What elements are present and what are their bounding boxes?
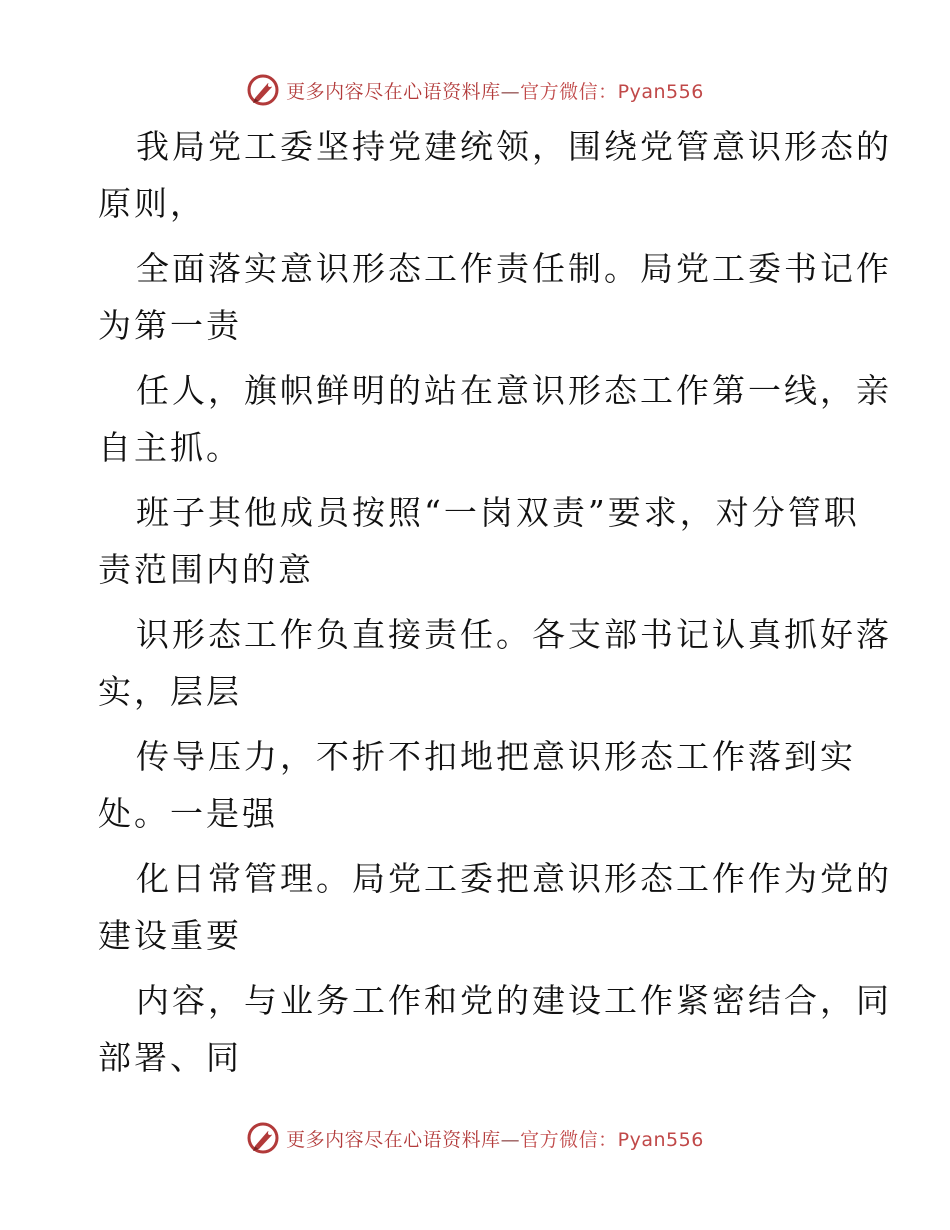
paragraph-line: 自主抓。 — [98, 428, 242, 467]
paragraph-line: 任人，旗帜鲜明的站在意识形态工作第一线，亲 — [136, 371, 892, 410]
header-banner — [0, 70, 950, 110]
pen-logo-icon — [246, 1121, 280, 1155]
paragraph-line: 部署、同 — [98, 1038, 242, 1077]
paragraph-line: 全面落实意识形态工作责任制。局党工委书记作 — [136, 249, 892, 288]
paragraph-line: 化日常管理。局党工委把意识形态工作作为党的 — [136, 859, 892, 898]
banner-text — [286, 77, 704, 104]
paragraph-line: 责范围内的意 — [98, 550, 314, 589]
paragraph-8 — [98, 972, 892, 1086]
paragraph-3 — [98, 362, 892, 476]
paragraph-line: 班子其他成员按照“一岗双责”要求，对分管职 — [136, 493, 860, 532]
paragraph-line: 为第一责 — [98, 306, 242, 345]
paragraph-line: 实，层层 — [98, 672, 242, 711]
banner-site-name: 更多内容尽在心语资料库 — [286, 80, 501, 103]
banner-wechat: 官方微信：Pyan556 — [520, 80, 704, 103]
paragraph-line: 建设重要 — [98, 916, 242, 955]
pen-logo-icon — [246, 73, 280, 107]
paragraph-7 — [98, 850, 892, 964]
paragraph-5 — [98, 606, 892, 720]
paragraph-4 — [98, 484, 858, 598]
banner-separator: — — [500, 80, 521, 103]
paragraph-1 — [98, 118, 892, 232]
document-body — [98, 118, 892, 1094]
paragraph-line: 传导压力，不折不扣地把意识形态工作落到实 — [136, 737, 856, 776]
paragraph-6 — [98, 728, 858, 842]
banner-text — [286, 1125, 704, 1152]
paragraph-line: 识形态工作负直接责任。各支部书记认真抓好落 — [136, 615, 892, 654]
paragraph-line: 我局党工委坚持党建统领，围绕党管意识形态的 — [136, 127, 892, 166]
banner-separator: — — [500, 1128, 521, 1151]
banner-wechat: 官方微信：Pyan556 — [520, 1128, 704, 1151]
paragraph-2 — [98, 240, 892, 354]
paragraph-line: 处。一是强 — [98, 794, 278, 833]
paragraph-line: 内容，与业务工作和党的建设工作紧密结合，同 — [136, 981, 892, 1020]
banner-site-name: 更多内容尽在心语资料库 — [286, 1128, 501, 1151]
footer-banner — [0, 1118, 950, 1158]
paragraph-line: 原则， — [98, 184, 206, 223]
